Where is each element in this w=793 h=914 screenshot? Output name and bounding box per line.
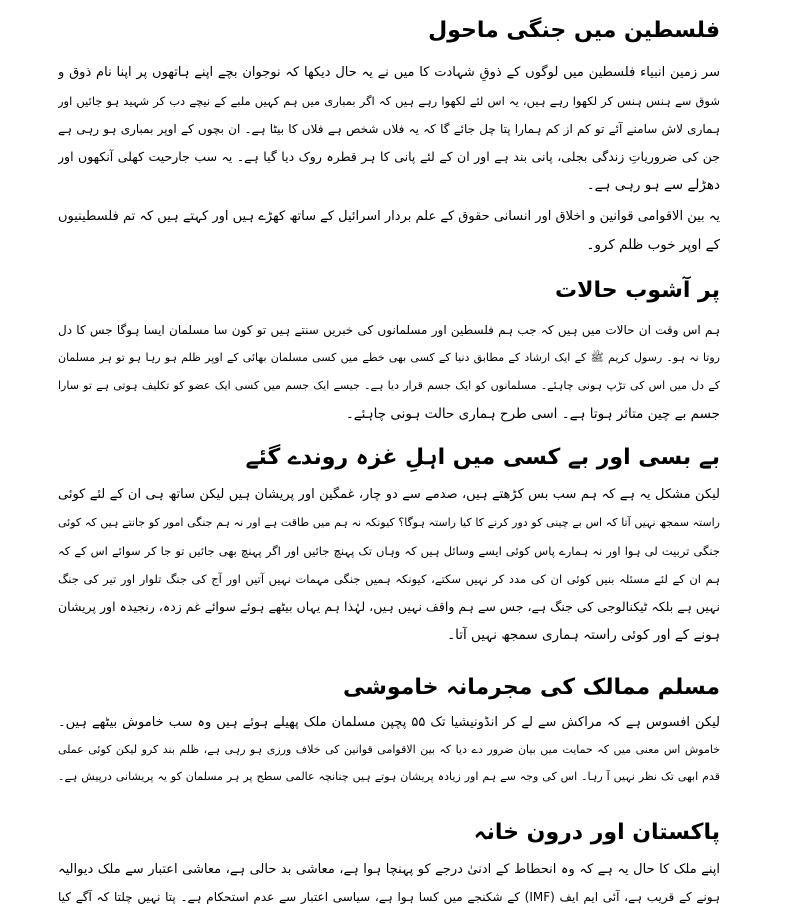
section-heading: پر آشوب حالات	[555, 278, 720, 303]
paragraph-line: جن کی ضروریاتِ زندگی بجلی، پانی بند ہے اور ان کے لئے پانی کا ہر قطرہ روک دیا گیا ہے۔ یہ سب جارحیت کھلی آنکھوں اور	[58, 149, 720, 164]
paragraph-line: روتا نہ ہو۔ رسول کریم ﷺ کے ایک ارشاد کے مطابق دنیا کے کسی بھی خطے میں کسی مسلمان بھائی کے اوپر ظلم ہو رہا ہو تو ہر مسلمان	[58, 351, 720, 364]
paragraph-line: جنگی تربیت لی ہوا اور نہ ہمارے پاس کوئی ایسے وسائل ہیں کہ وہاں تک پہنچ جائیں اور اگر پہنچ بھی جائیں تو جا کر سوائے اس کے کہ	[58, 544, 720, 558]
paragraph-line: اپنے ملک کا حال یہ ہے کہ وہ انحطاط کے ادنیٰ درجے کو پہنچا ہوا ہے، معاشی بد حالی ہے، معاشی اعتبار سے ملک دیوالیہ	[58, 862, 720, 877]
paragraph-line: ہم اس وقت ان حالات میں ہیں کہ جب ہم فلسطین اور مسلمانوں کی خبریں سنتے ہیں تو کون سا مسلمان ایسا ہوگا جس کا دل	[58, 323, 720, 337]
paragraph-line: لیکن مشکل یہ ہے کہ ہم سب بس کڑھتے ہیں، صدمے سے دو چار، غمگین اور پریشان ہیں لیکن ساتھ ہی ان کے لئے کوئی	[58, 487, 720, 502]
section-pakistan-internal	[58, 815, 720, 914]
paragraph-line: سر زمین انبیاء فلسطین میں لوگوں کے ذوقِ شہادت کا میں نے یہ حال دیکھا کہ نوجوان بچے اپنے ہاتھوں پر اپنا نام ذوق و	[58, 65, 720, 80]
paragraph-line: شوق سے ہنس ہنس کر لکھوا رہے ہیں، یہ اس لئے لکھوا رہے ہیں کہ اگر بمباری میں ہم کہیں ملبے کے نیچے دب کر شہید ہو جائیں اور	[58, 94, 720, 108]
paragraph-line: کے دل میں اس کی تڑپ ہونی چاہئے۔ مسلمانوں کو ایک جسم قرار دیا ہے۔ جیسے ایک جسم میں کسی ایک عضو کو تکلیف ہوتی ہے تو سارا	[58, 379, 720, 392]
section-palestine-war	[58, 13, 720, 265]
paragraph-line: راستہ سمجھ نہیں آتا کہ اس بے چینی کو دور کرنے کا کیا راستہ ہوگا؟ کیونکہ نہ ہم میں طاقت ہے اور نہ ہم جنگی امور کو جانتے ہیں کہ کوئی	[58, 516, 720, 529]
paragraph-line: یہ بین الاقوامی قوانین و اخلاق اور انسانی حقوق کے علم بردار اسرائیل کے ساتھ کھڑے ہیں اور کہتے ہیں کہ تم فلسطینیوں	[58, 209, 720, 224]
section-turbulent-conditions	[58, 273, 720, 433]
section-heading: مسلم ممالک کی مجرمانہ خاموشی	[343, 675, 720, 700]
paragraph-line: ہونے کے قریب ہے، آئی ایم ایف (IMF) کے شکنجے میں کسا ہوا ہے، سیاسی اعتبار سے عدم استحکام ہے۔ پتا نہیں چلتا کہ آگے کیا	[58, 890, 720, 904]
section-heading: بے بسی اور بے کسی میں اہلِ غزہ روندے گئے	[245, 445, 720, 470]
paragraph-line: قدم ابھی تک نظر نہیں آ رہا۔ اس کی وجہ سے ہم اور زیادہ پریشان ہوتے ہیں چنانچہ عالمی سطح پر ہر مسلمان کو یہ پریشانی درپیش ہے۔	[58, 770, 720, 783]
paragraph-line: ہونے کے اور کوئی راستہ ہماری سمجھ نہیں آتا۔	[447, 627, 720, 643]
paragraph-line: دھڑلے سے ہو رہی ہے۔	[586, 177, 720, 193]
paragraph-line: لیکن افسوس ہے کہ مراکش سے لے کر انڈونیشیا تک ۵۵ پچپن مسلمان ملک پھیلے ہوئے ہیں وہ سب خاموش بیٹھے ہیں۔	[58, 715, 720, 730]
section-muslim-countries-silence	[58, 670, 720, 800]
paragraph-line: خاموش اس معنی میں کہ حمایت میں بیان ضرور دے دیا کہ بین الاقوامی قوانین کی خلاف ورزی ہو رہی ہے، ظلم بند کرو لیکن کوئی عملی	[58, 743, 720, 756]
section-gaza-helplessness	[58, 440, 720, 660]
section-heading: پاکستان اور درون خانہ	[473, 820, 720, 845]
paragraph-line: نہیں ہے بلکہ ٹیکنالوجی کی جنگ ہے، جس سے ہم واقف نہیں ہیں، لہٰذا ہم یہاں بیٹھے ہوئے سوائے غم زدہ، رنجیدہ اور پریشان	[58, 599, 720, 614]
paragraph-line: ہماری لاش سامنے آئے تو کم از کم ہمارا پتا چل جائے گا کہ یہ فلاں شخص ہے فلاں کا بیٹا ہے۔ ان بچوں کے اوپر بمباری ہو رہی ہے	[58, 122, 720, 136]
paragraph-line: ہم ان کے لئے مسئلہ بنیں کوئی ان کی مدد کر نہیں سکتے، کیونکہ ہمیں جنگی مہمات نہیں آتیں اور آج کی جنگ تلوار اور تیر کی جنگ	[58, 572, 720, 586]
section-heading: فلسطین میں جنگی ماحول	[428, 18, 720, 43]
paragraph-line: کے اوپر خوب ظلم کرو۔	[586, 237, 720, 253]
paragraph-line: جسم بے چین متاثر ہوتا ہے۔ اسی طرح ہماری حالت ہونی چاہئے۔	[345, 406, 720, 422]
